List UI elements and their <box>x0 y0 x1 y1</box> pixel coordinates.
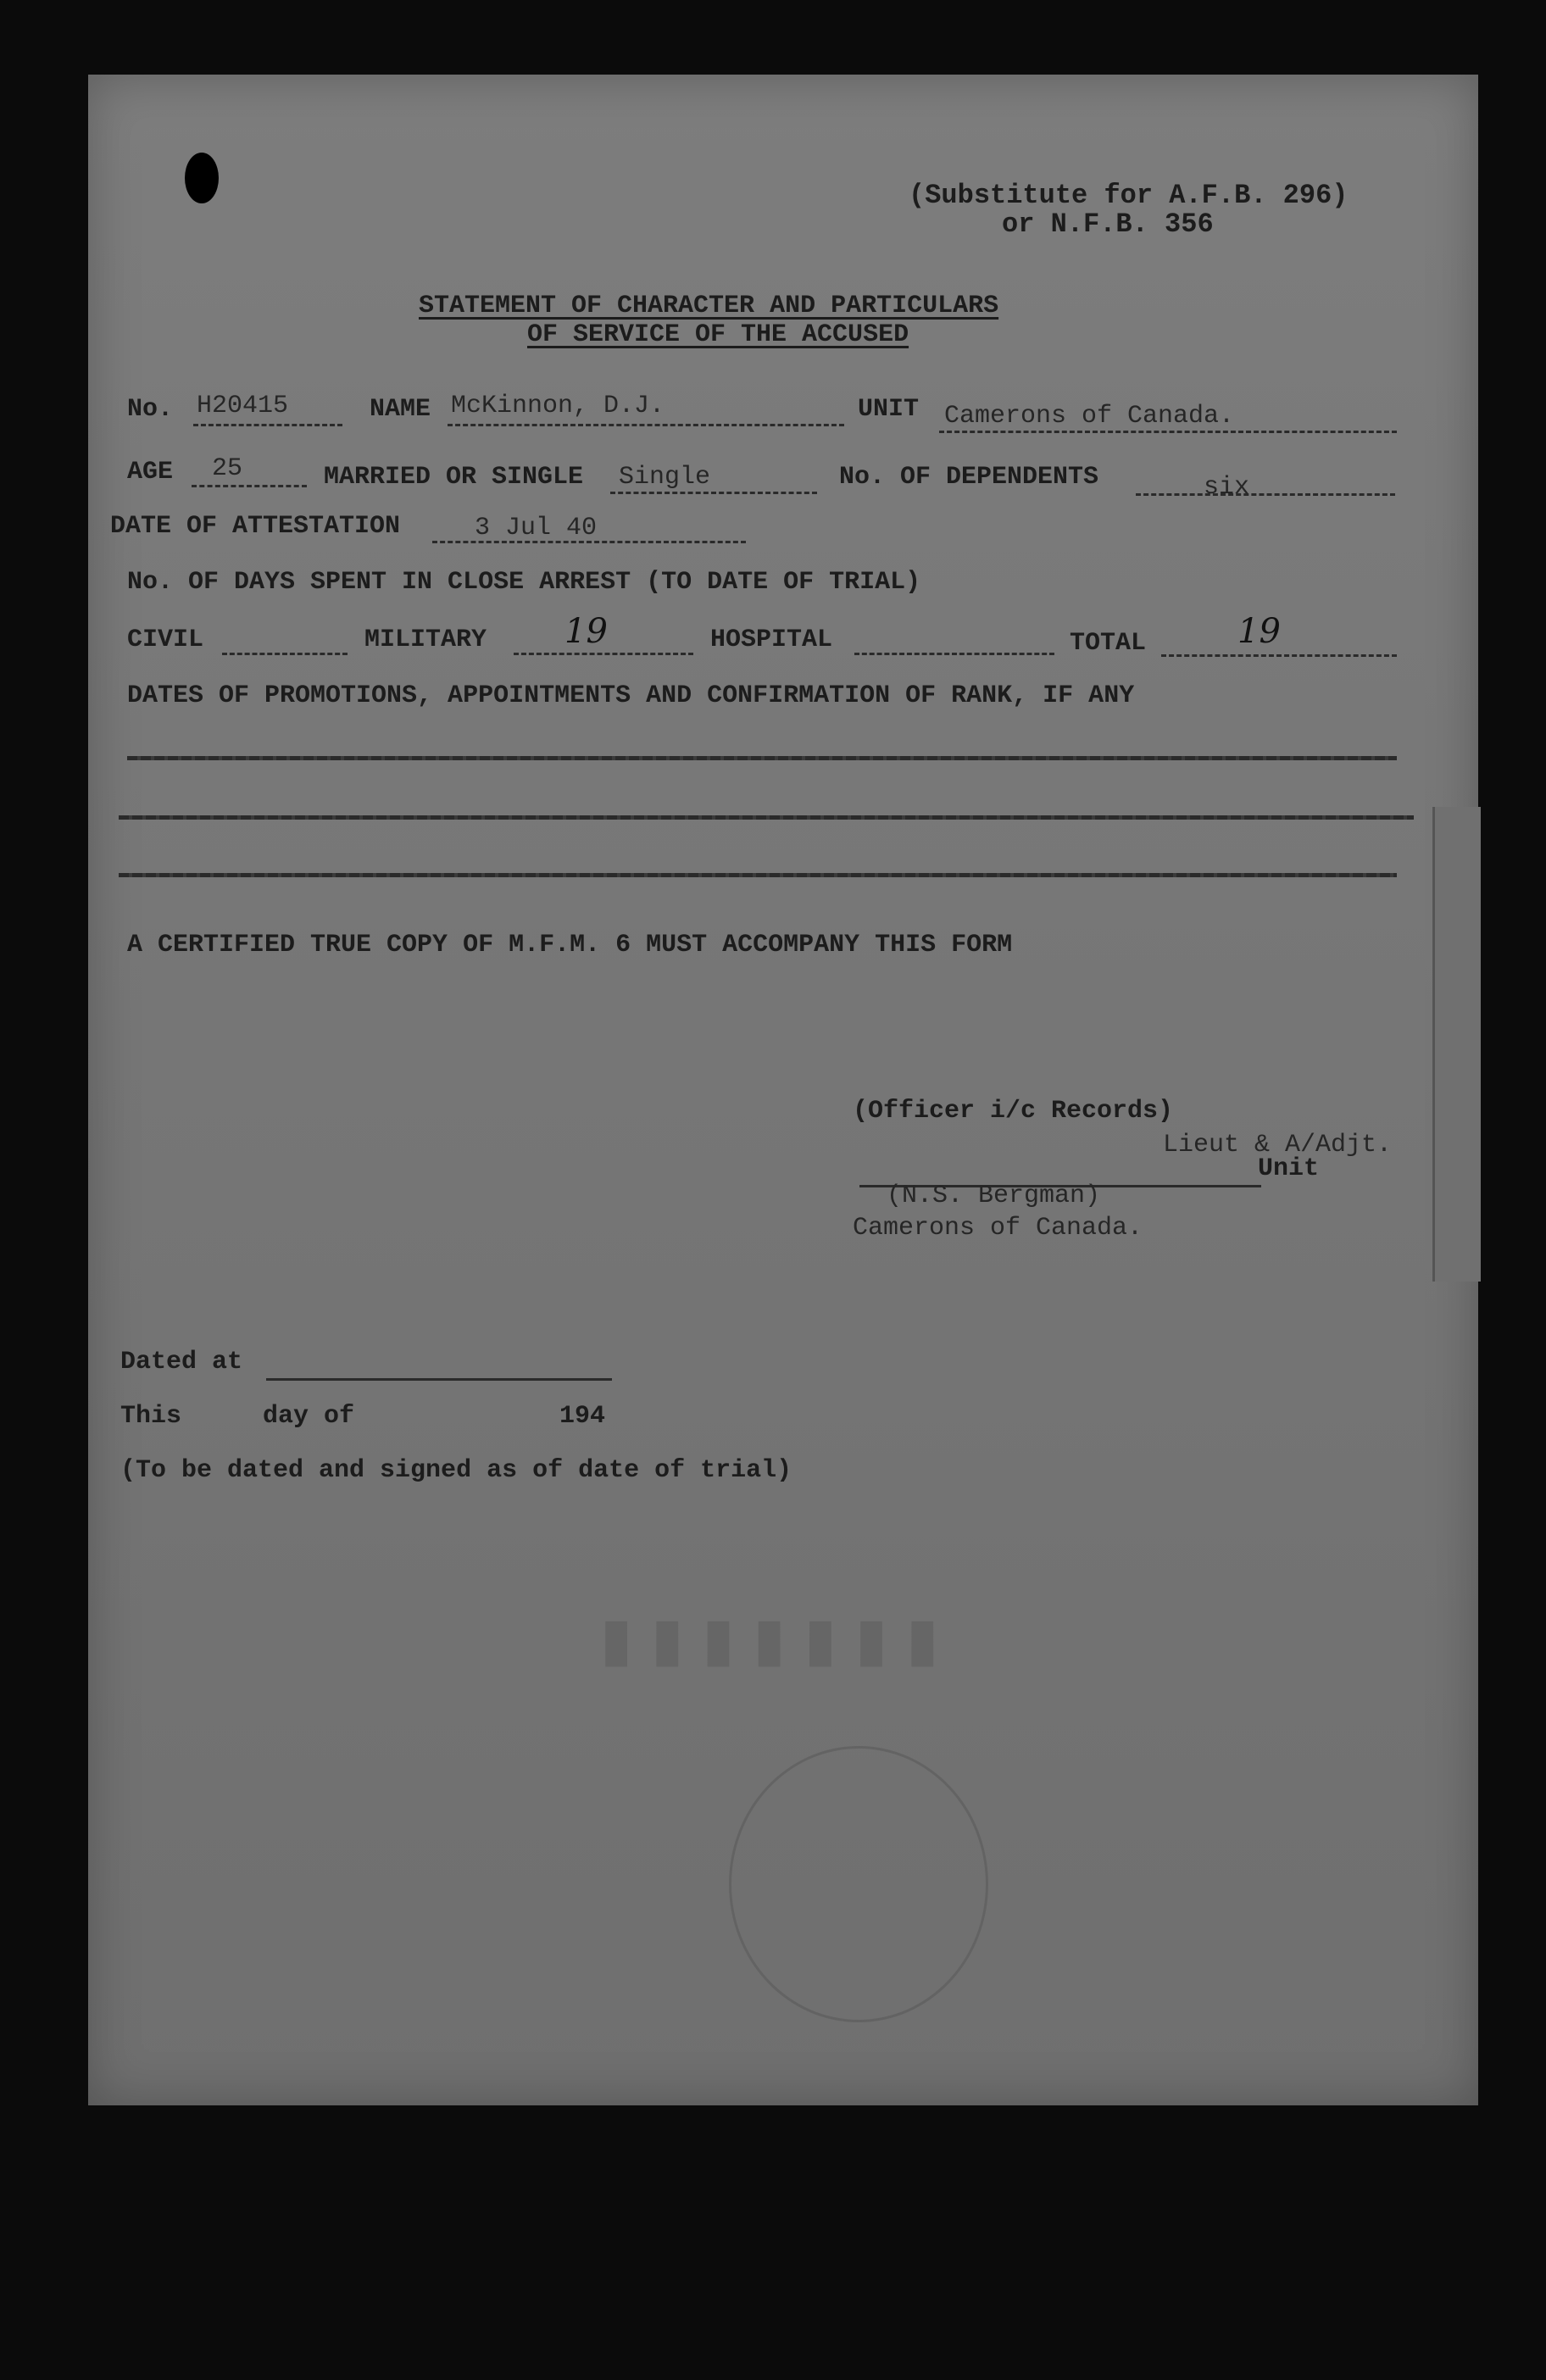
dependents-value: six <box>1204 473 1250 502</box>
title-line2: OF SERVICE OF THE ACCUSED <box>527 320 909 349</box>
year-prefix: 194 <box>559 1402 606 1431</box>
day-of-label: day of <box>263 1402 355 1431</box>
faded-seal-circle <box>729 1746 988 2022</box>
attestation-value: 3 Jul 40 <box>475 514 598 542</box>
officer-rank: Lieut & A/Adjt. <box>1163 1131 1393 1159</box>
officer-label: (Officer i/c Records) <box>853 1097 1174 1126</box>
unit-field-line <box>939 431 1397 433</box>
total-label: TOTAL <box>1070 629 1147 658</box>
form-ref-line2: or N.F.B. 356 <box>1002 209 1214 240</box>
attestation-field-line <box>432 541 746 543</box>
arrest-heading: No. OF DAYS SPENT IN CLOSE ARREST (TO DATE OF TRIAL) <box>127 568 921 597</box>
promotions-heading: DATES OF PROMOTIONS, APPOINTMENTS AND CONFIRMATION OF RANK, IF ANY <box>127 681 1135 710</box>
dated-at-line <box>266 1378 612 1381</box>
form-ref-line1: (Substitute for A.F.B. 296) <box>909 180 1349 211</box>
hospital-label: HOSPITAL <box>710 626 833 654</box>
total-value: 19 <box>1237 612 1281 651</box>
dependents-field-line <box>1136 493 1395 496</box>
military-value: 19 <box>564 612 608 651</box>
civil-field-line <box>222 653 348 655</box>
age-label: AGE <box>127 458 174 487</box>
attestation-label: DATE OF ATTESTATION <box>110 512 401 541</box>
age-field-line <box>192 485 307 487</box>
unit-small-label: Unit <box>1258 1154 1320 1183</box>
dated-at-label: Dated at <box>120 1348 243 1376</box>
officer-name: (N.S. Bergman) <box>887 1182 1101 1210</box>
officer-unit: Camerons of Canada. <box>853 1214 1143 1243</box>
total-field-line <box>1161 654 1397 657</box>
title-line1: STATEMENT OF CHARACTER AND PARTICULARS <box>419 292 999 320</box>
punch-hole <box>185 153 219 203</box>
marital-field-line <box>610 492 817 494</box>
civil-label: CIVIL <box>127 626 204 654</box>
promotions-rule-2 <box>119 815 1414 820</box>
no-field-line <box>193 424 342 426</box>
no-label: No. <box>127 395 174 424</box>
this-label: This <box>120 1402 182 1431</box>
name-label: NAME <box>370 395 431 424</box>
marital-value: Single <box>619 463 711 492</box>
certified-note: A CERTIFIED TRUE COPY OF M.F.M. 6 MUST ACCOMPANY THIS FORM <box>127 931 1013 959</box>
name-value: McKinnon, D.J. <box>451 392 665 420</box>
no-value: H20415 <box>197 392 289 420</box>
promotions-rule-3 <box>119 873 1397 877</box>
dating-note: (To be dated and signed as of date of trial) <box>120 1456 792 1485</box>
faded-stamp-mark: ▮▮▮▮▮▮▮ <box>593 1601 951 1688</box>
age-value: 25 <box>212 454 243 483</box>
dependents-label: No. OF DEPENDENTS <box>839 463 1099 492</box>
name-field-line <box>448 424 844 426</box>
military-label: MILITARY <box>364 626 487 654</box>
paper-fold-edge <box>1432 807 1481 1282</box>
hospital-field-line <box>854 653 1054 655</box>
promotions-rule-1 <box>127 756 1397 760</box>
marital-label: MARRIED OR SINGLE <box>324 463 584 492</box>
unit-value: Camerons of Canada. <box>944 402 1235 431</box>
military-field-line <box>514 653 693 655</box>
unit-label: UNIT <box>858 395 920 424</box>
